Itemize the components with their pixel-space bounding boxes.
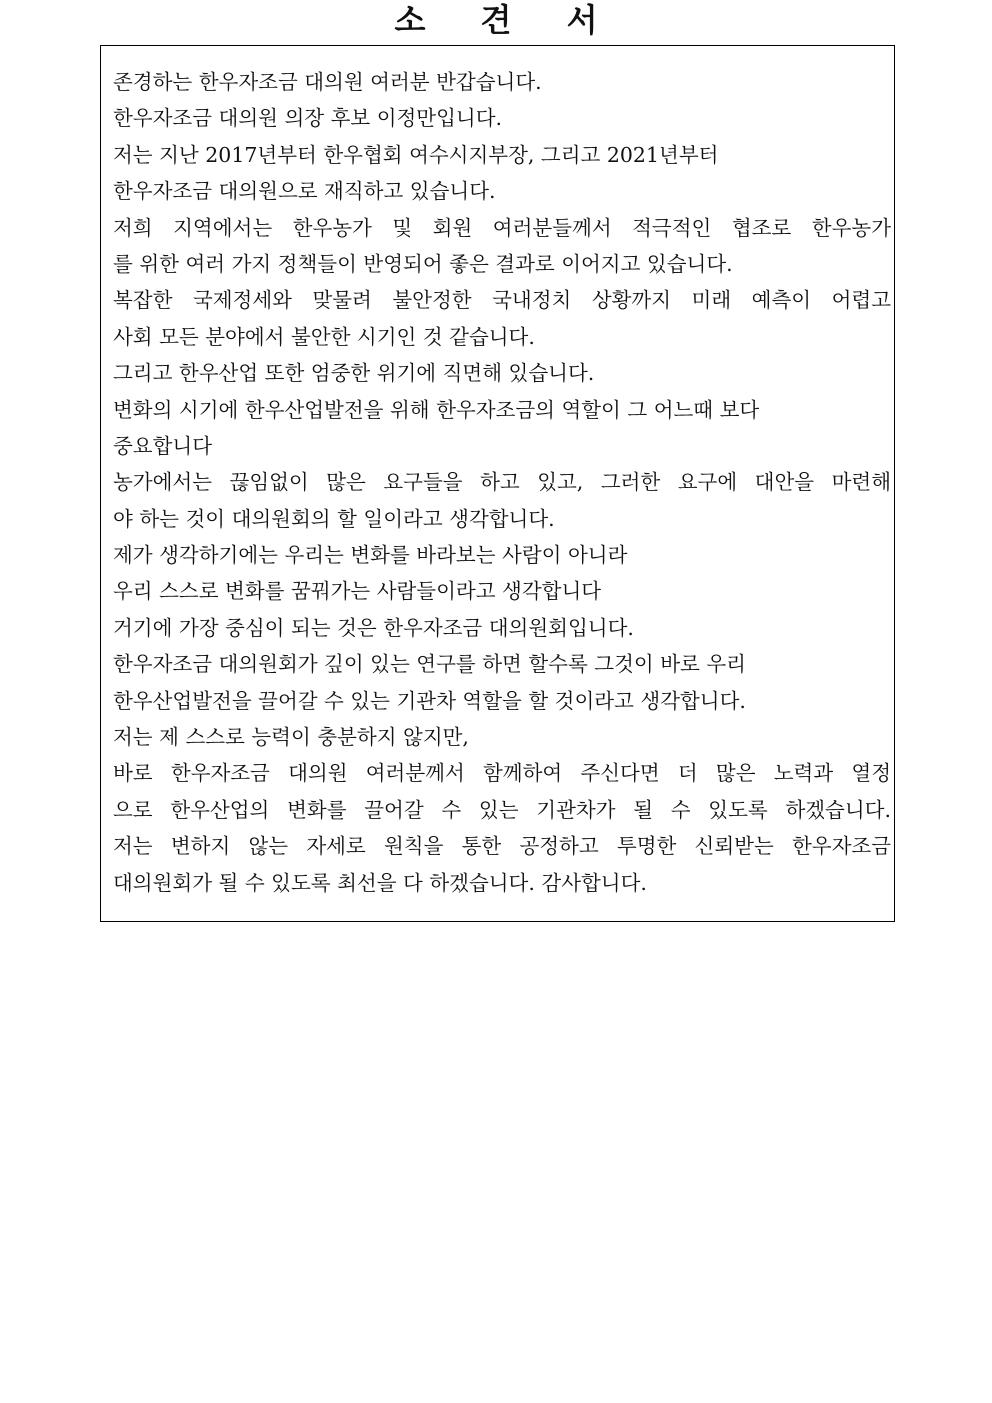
statement-line: 변화의 시기에 한우산업발전을 위해 한우자조금의 역할이 그 어느때 보다	[113, 397, 760, 422]
statement-line: 제가 생각하기에는 우리는 변화를 바라보는 사람이 아니라	[113, 543, 628, 568]
statement-line: 중요합니다	[113, 433, 213, 458]
statement-line: 그리고 한우산업 또한 엄중한 위기에 직면해 있습니다.	[113, 361, 595, 386]
statement-line: 사회 모든 분야에서 불안한 시기인 것 같습니다.	[113, 324, 535, 349]
statement-line: 한우산업발전을 끌어갈 수 있는 기관차 역할을 할 것이라고 생각합니다.	[113, 688, 746, 713]
statement-line: 저희 지역에서는 한우농가 및 회원 여러분들께서 적극적인 협조로 한우농가	[113, 215, 891, 240]
statement-line: 거기에 가장 중심이 되는 것은 한우자조금 대의원회입니다.	[113, 615, 634, 640]
statement-line: 저는 제 스스로 능력이 충분하지 않지만,	[113, 725, 469, 750]
statement-line: 복잡한 국제정세와 맞물려 불안정한 국내정치 상황까지 미래 예측이 어렵고	[113, 288, 891, 313]
statement-line: 저는 변하지 않는 자세로 원칙을 통한 공정하고 투명한 신뢰받는 한우자조금	[113, 834, 891, 859]
statement-line: 한우자조금 대의원 의장 후보 이정만입니다.	[113, 106, 503, 131]
statement-line: 를 위한 여러 가지 정책들이 반영되어 좋은 결과로 이어지고 있습니다.	[113, 251, 733, 276]
statement-text	[113, 64, 891, 901]
statement-line: 바로 한우자조금 대의원 여러분께서 함께하여 주신다면 더 많은 노력과 열정	[113, 761, 891, 786]
statement-line: 저는 지난 2017년부터 한우협회 여수시지부장, 그리고 2021년부터	[113, 142, 719, 167]
statement-line: 한우자조금 대의원회가 깊이 있는 연구를 하면 할수록 그것이 바로 우리	[113, 652, 746, 677]
statement-line: 야 하는 것이 대의원회의 할 일이라고 생각합니다.	[113, 506, 555, 531]
statement-line: 대의원회가 될 수 있도록 최선을 다 하겠습니다. 감사합니다.	[113, 870, 647, 895]
document-title: 소 견 서	[394, 1, 620, 39]
statement-box	[100, 45, 895, 922]
statement-line: 존경하는 한우자조금 대의원 여러분 반갑습니다.	[113, 70, 542, 94]
statement-line: 으로 한우산업의 변화를 끌어갈 수 있는 기관차가 될 수 있도록 하겠습니다.	[113, 797, 891, 822]
statement-line: 농가에서는 끊임없이 많은 요구들을 하고 있고, 그러한 요구에 대안을 마련해	[113, 470, 891, 495]
statement-line: 우리 스스로 변화를 꿈꿔가는 사람들이라고 생각합니다	[113, 579, 602, 604]
statement-line: 한우자조금 대의원으로 재직하고 있습니다.	[113, 179, 496, 204]
